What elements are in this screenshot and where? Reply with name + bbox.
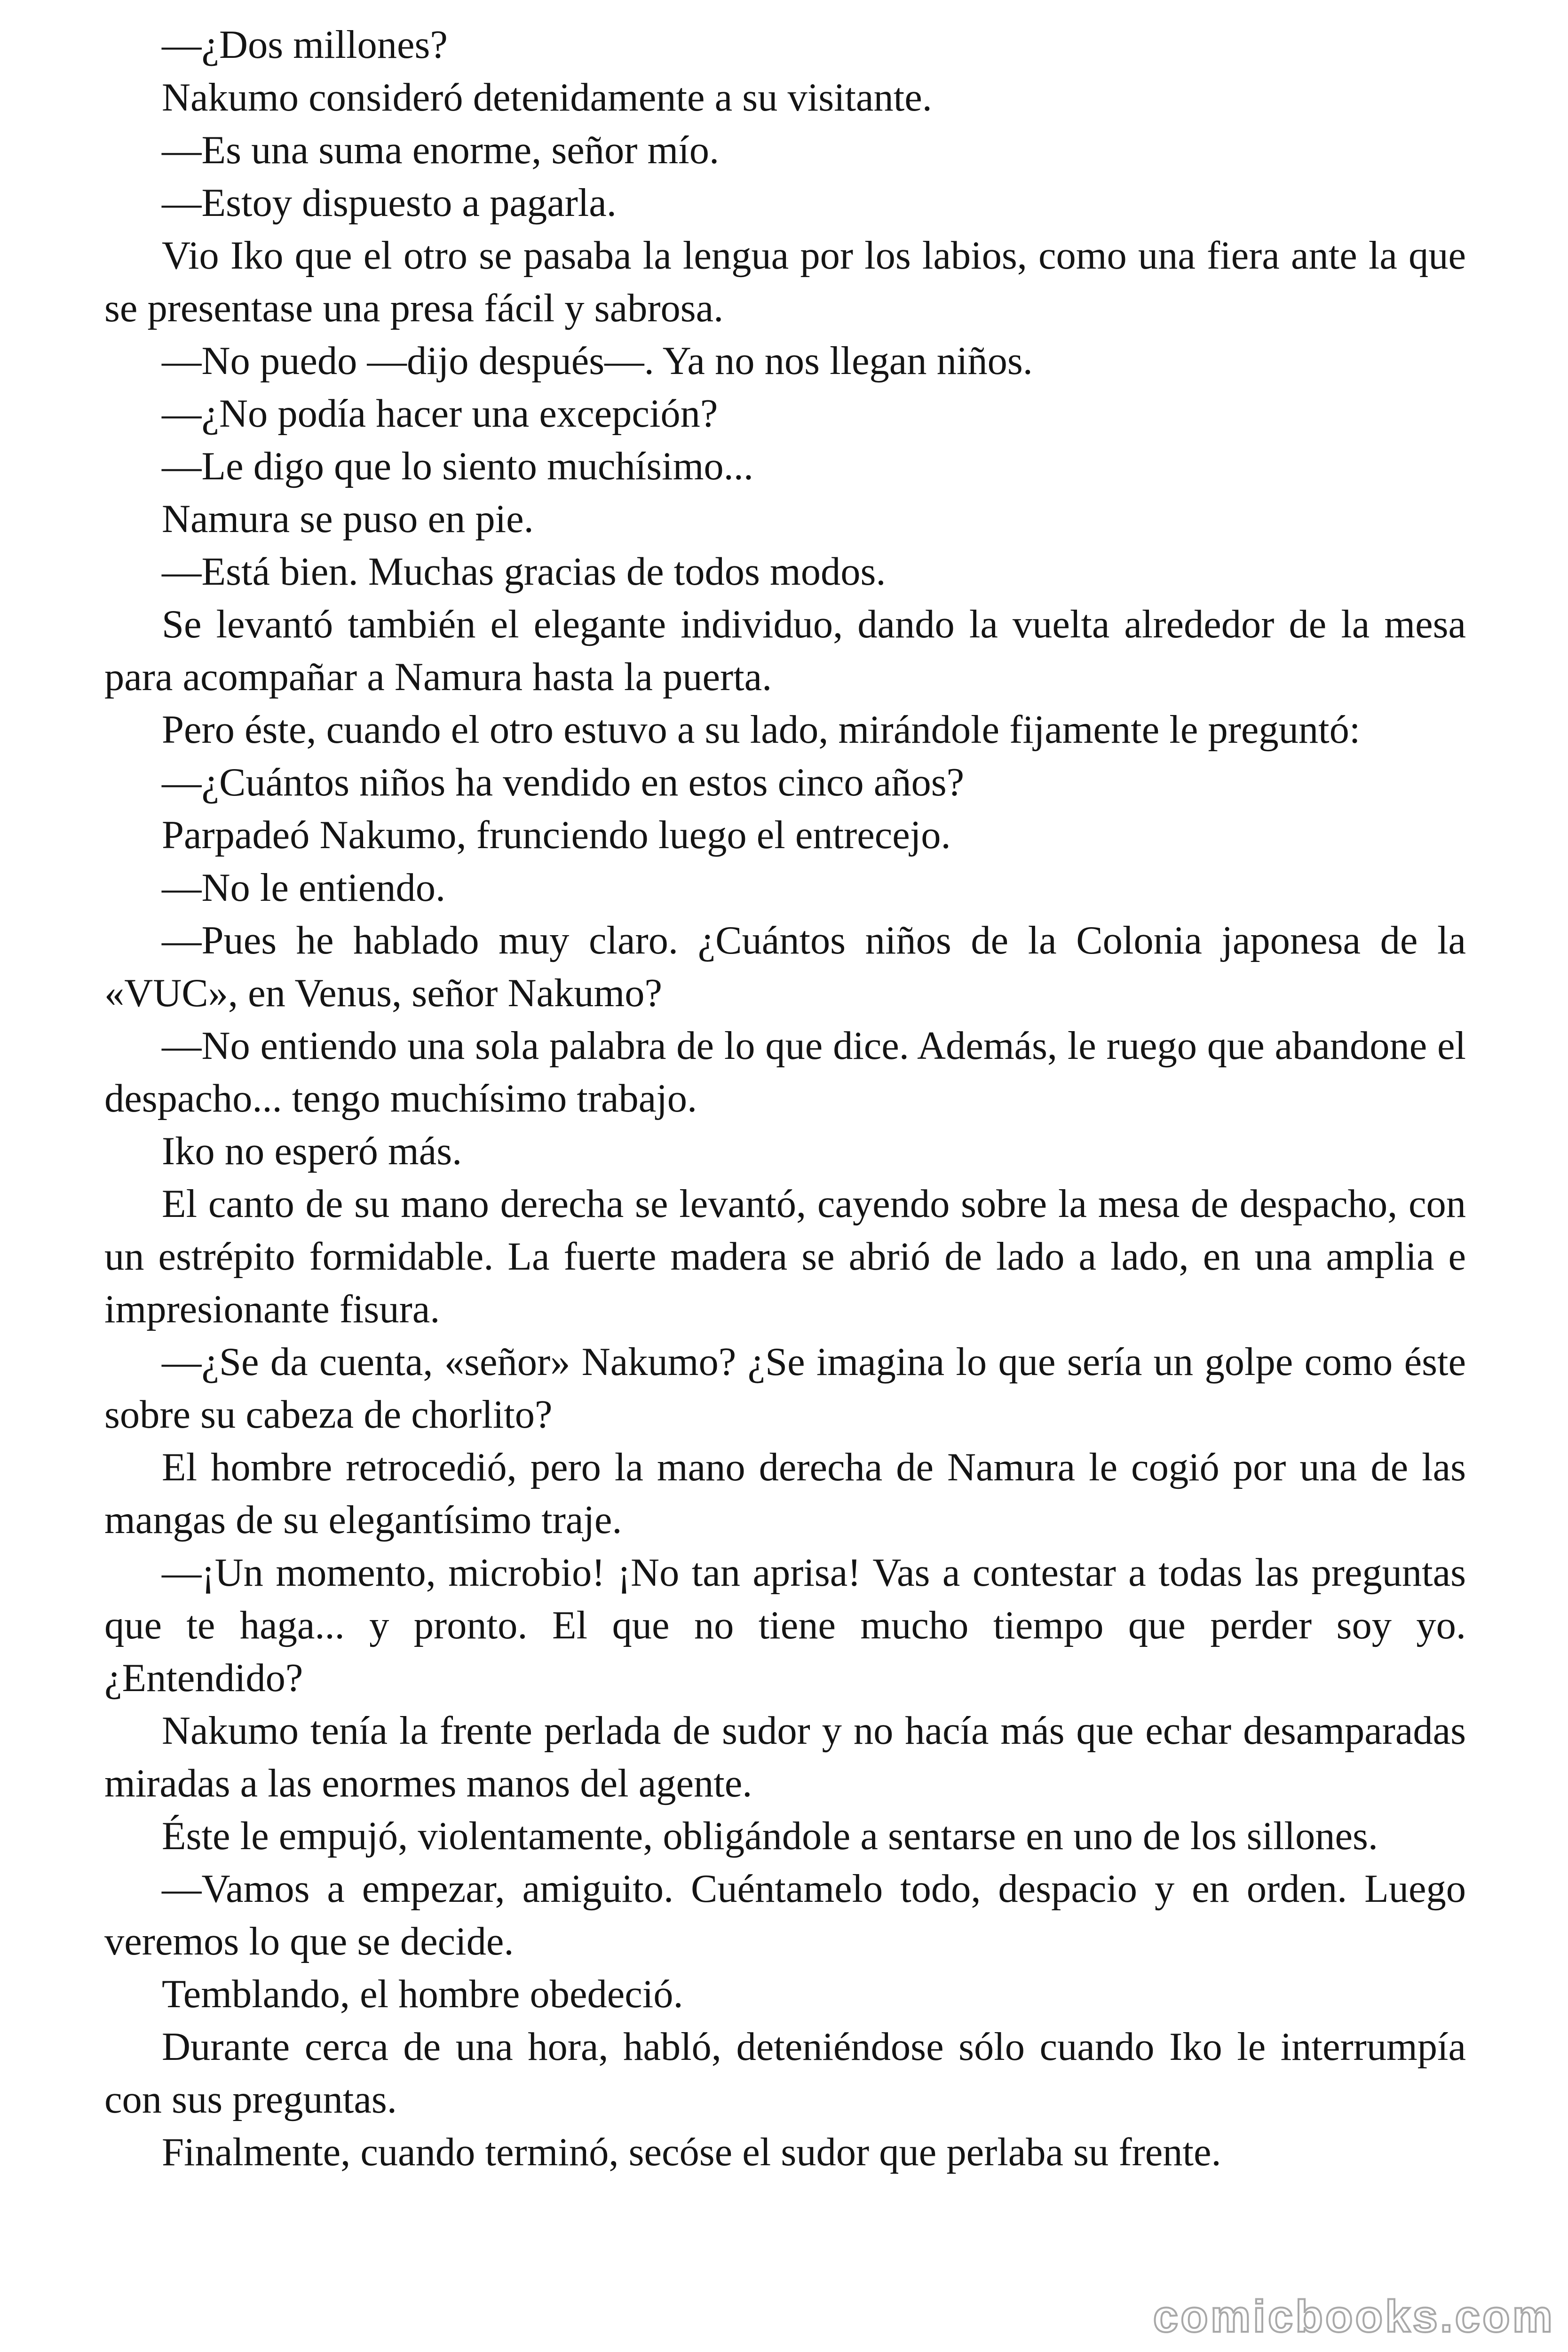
body-text: [104, 19, 1466, 2179]
paragraph: —Está bien. Muchas gracias de todos modos.: [162, 550, 886, 594]
paragraph: —No le entiendo.: [162, 866, 446, 910]
paragraph: Se levantó también el elegante individuo, dando la vuelta alrededor de la mesa para acompañar a Namura hasta la puerta.: [104, 603, 1466, 699]
paragraph: Durante cerca de una hora, habló, deteniéndose sólo cuando Iko le interrumpía con sus preguntas.: [104, 2025, 1466, 2122]
paragraph: —Pues he hablado muy claro. ¿Cuántos niños de la Colonia japonesa de la «VUC», en Venus, señor Nakumo?: [104, 919, 1466, 1015]
paragraph: Nakumo tenía la frente perlada de sudor y no hacía más que echar desamparadas miradas a las enormes manos del agente.: [104, 1709, 1466, 1805]
watermark-logo: comicbooks.com: [1153, 2291, 1555, 2342]
paragraph: —¿Cuántos niños ha vendido en estos cinco años?: [162, 761, 965, 804]
paragraph: —Le digo que lo siento muchísimo...: [162, 445, 753, 488]
paragraph: Éste le empujó, violentamente, obligándole a sentarse en uno de los sillones.: [162, 1814, 1378, 1858]
paragraph: Parpadeó Nakumo, frunciendo luego el entrecejo.: [162, 813, 951, 857]
paragraph: —No puedo —dijo después—. Ya no nos llegan niños.: [162, 339, 1033, 383]
paragraph: El canto de su mano derecha se levantó, cayendo sobre la mesa de despacho, con un estrépito formidable. La fuerte madera se abrió de lado a lado, en una amplia e impresionante fisura.: [104, 1182, 1466, 1331]
paragraph: Namura se puso en pie.: [162, 497, 534, 541]
paragraph: —¡Un momento, microbio! ¡No tan aprisa! Vas a contestar a todas las preguntas que te haga... y pronto. El que no tiene mucho tiempo que perder soy yo. ¿Entendido?: [104, 1551, 1466, 1700]
paragraph: Vio Iko que el otro se pasaba la lengua por los labios, como una fiera ante la que se presentase una presa fácil y sabrosa.: [104, 234, 1466, 330]
paragraph: —Es una suma enorme, señor mío.: [162, 128, 720, 172]
paragraph: —No entiendo una sola palabra de lo que dice. Además, le ruego que abandone el despacho... tengo muchísimo trabajo.: [104, 1024, 1466, 1120]
paragraph: —Vamos a empezar, amiguito. Cuéntamelo todo, despacio y en orden. Luego veremos lo que se decide.: [104, 1867, 1466, 1963]
paragraph: El hombre retrocedió, pero la mano derecha de Namura le cogió por una de las mangas de su elegantísimo traje.: [104, 1446, 1466, 1542]
paragraph: Pero éste, cuando el otro estuvo a su lado, mirándole fijamente le preguntó:: [162, 708, 1361, 752]
paragraph: —¿No podía hacer una excepción?: [162, 392, 718, 436]
paragraph: —¿Se da cuenta, «señor» Nakumo? ¿Se imagina lo que sería un golpe como éste sobre su cabeza de chorlito?: [104, 1340, 1466, 1437]
paragraph: Nakumo consideró detenidamente a su visitante.: [162, 76, 932, 119]
paragraph: Temblando, el hombre obedeció.: [162, 1972, 683, 2016]
paragraph: Finalmente, cuando terminó, secóse el sudor que perlaba su frente.: [162, 2130, 1221, 2174]
paragraph: —Estoy dispuesto a pagarla.: [162, 181, 617, 225]
paragraph: —¿Dos millones?: [162, 23, 448, 67]
paragraph: Iko no esperó más.: [162, 1129, 462, 1173]
